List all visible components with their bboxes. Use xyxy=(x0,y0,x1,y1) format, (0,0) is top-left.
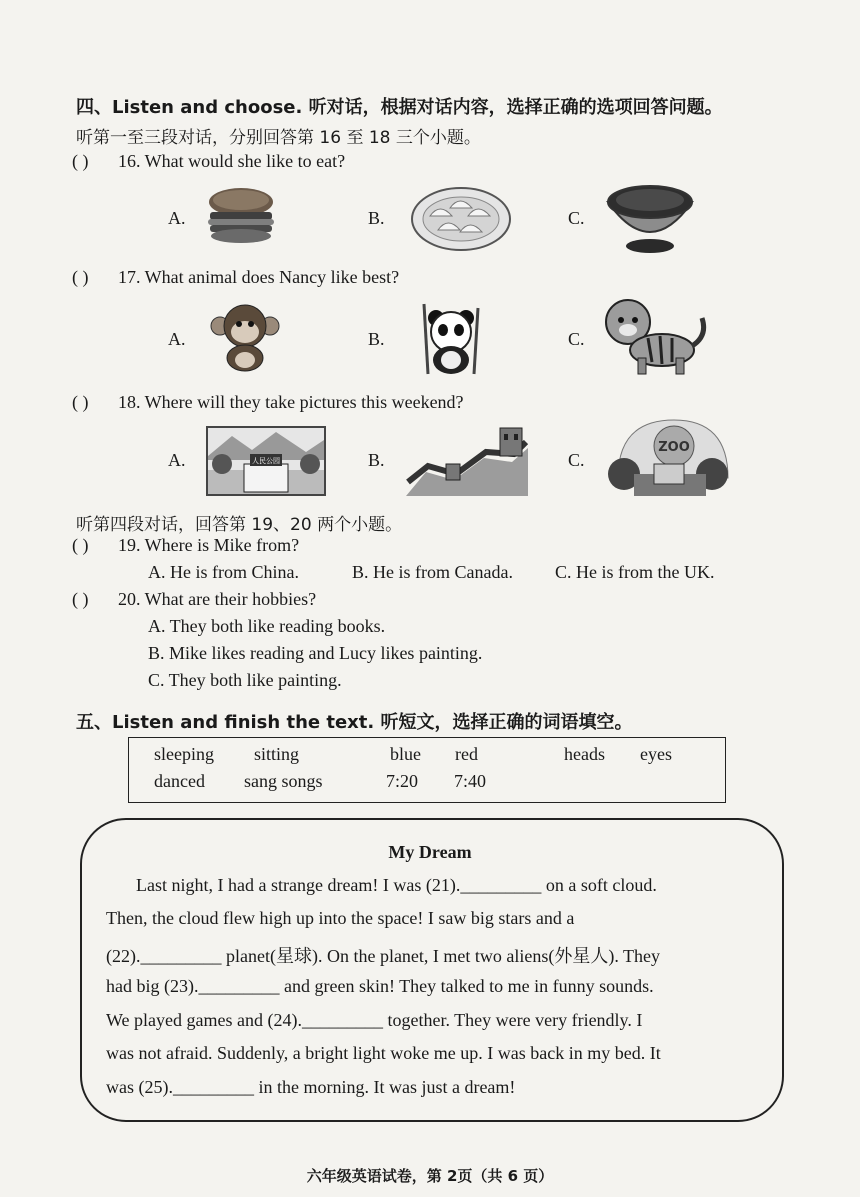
park-sign-text: 人民公园 xyxy=(252,457,280,465)
q17-answer-blank[interactable]: ( ) xyxy=(72,267,89,287)
story-line-3: (22)._________ planet(星球). On the planet, I met two aliens(外星人). They xyxy=(106,946,661,966)
noodle-bowl-image[interactable] xyxy=(602,176,698,256)
q17-option-b-label: B. xyxy=(368,329,385,349)
section5-title: 五、Listen and finish the text. 听短文，选择正确的词语填空。 xyxy=(76,712,633,733)
word-bank-item: sleeping xyxy=(154,744,214,764)
great-wall-image[interactable] xyxy=(406,424,528,498)
q19-option-a: A. He is from China. xyxy=(148,562,299,582)
q19-question: 19. Where is Mike from? xyxy=(118,535,300,555)
section4-intro-1: 听第一至三段对话，分别回答第 16 至 18 三个小题。 xyxy=(76,128,481,148)
story-line-2: Then, the cloud flew high up into the space! I saw big stars and a xyxy=(106,908,575,928)
q16-option-b-label: B. xyxy=(368,208,385,228)
story-line-1: Last night, I had a strange dream! I was (21)._________ on a soft cloud. xyxy=(136,875,657,895)
word-bank-item: heads xyxy=(564,744,605,764)
q18-option-a-label: A. xyxy=(168,450,186,470)
section4-title: 四、Listen and choose. 听对话，根据对话内容，选择正确的选项回答问题。 xyxy=(76,97,723,118)
q19-option-c: C. He is from the UK. xyxy=(555,562,715,582)
q16-option-a-label: A. xyxy=(168,208,186,228)
q20-option-a: A. They both like reading books. xyxy=(148,616,386,636)
q17-question: 17. What animal does Nancy like best? xyxy=(118,267,400,287)
q18-question: 18. Where will they take pictures this weekend? xyxy=(118,392,464,412)
hamburger-image[interactable] xyxy=(206,186,276,244)
story-line-4: had big (23)._________ and green skin! They talked to me in funny sounds. xyxy=(106,976,654,996)
story-line-6: was not afraid. Suddenly, a bright light woke me up. I was back in my bed. It xyxy=(106,1043,661,1063)
word-bank-item: 7:40 xyxy=(454,771,487,791)
q19-answer-blank[interactable]: ( ) xyxy=(72,535,89,555)
q20-question: 20. What are their hobbies? xyxy=(118,589,317,609)
q17-option-c-label: C. xyxy=(568,329,585,349)
q16-option-c-label: C. xyxy=(568,208,585,228)
word-bank-item: sang songs xyxy=(244,771,323,791)
q17-option-a-label: A. xyxy=(168,329,186,349)
word-bank-item: sitting xyxy=(254,744,300,764)
zoo-sign-text: ZOO xyxy=(658,440,690,455)
story-line-7: was (25)._________ in the morning. It was just a dream! xyxy=(106,1077,516,1097)
word-bank-item: eyes xyxy=(640,744,672,764)
zoo-image[interactable] xyxy=(604,418,730,498)
tiger-image[interactable] xyxy=(602,298,708,378)
q20-option-b: B. Mike likes reading and Lucy likes painting. xyxy=(148,643,483,663)
word-bank-item: 7:20 xyxy=(386,771,419,791)
q18-option-c-label: C. xyxy=(568,450,585,470)
story-title: My Dream xyxy=(388,842,472,862)
page-footer: 六年级英语试卷，第 2页（共 6 页） xyxy=(306,1167,554,1185)
word-bank-item: danced xyxy=(154,771,205,791)
word-bank-item: blue xyxy=(390,744,421,764)
dumplings-plate-image[interactable] xyxy=(410,186,512,252)
story-line-5: We played games and (24)._________ together. They were very friendly. I xyxy=(106,1010,643,1030)
q16-question: 16. What would she like to eat? xyxy=(118,151,346,171)
word-bank-item: red xyxy=(455,744,478,764)
q20-answer-blank[interactable]: ( ) xyxy=(72,589,89,609)
q18-answer-blank[interactable]: ( ) xyxy=(72,392,89,412)
q20-option-c: C. They both like painting. xyxy=(148,670,342,690)
monkey-image[interactable] xyxy=(208,302,282,372)
section4-intro-2: 听第四段对话，回答第 19、20 两个小题。 xyxy=(76,515,403,535)
park-image[interactable] xyxy=(206,426,326,496)
panda-image[interactable] xyxy=(410,298,492,378)
word-bank-box xyxy=(128,737,726,803)
q16-answer-blank[interactable]: ( ) xyxy=(72,151,89,171)
q19-option-b: B. He is from Canada. xyxy=(352,562,513,582)
q18-option-b-label: B. xyxy=(368,450,385,470)
